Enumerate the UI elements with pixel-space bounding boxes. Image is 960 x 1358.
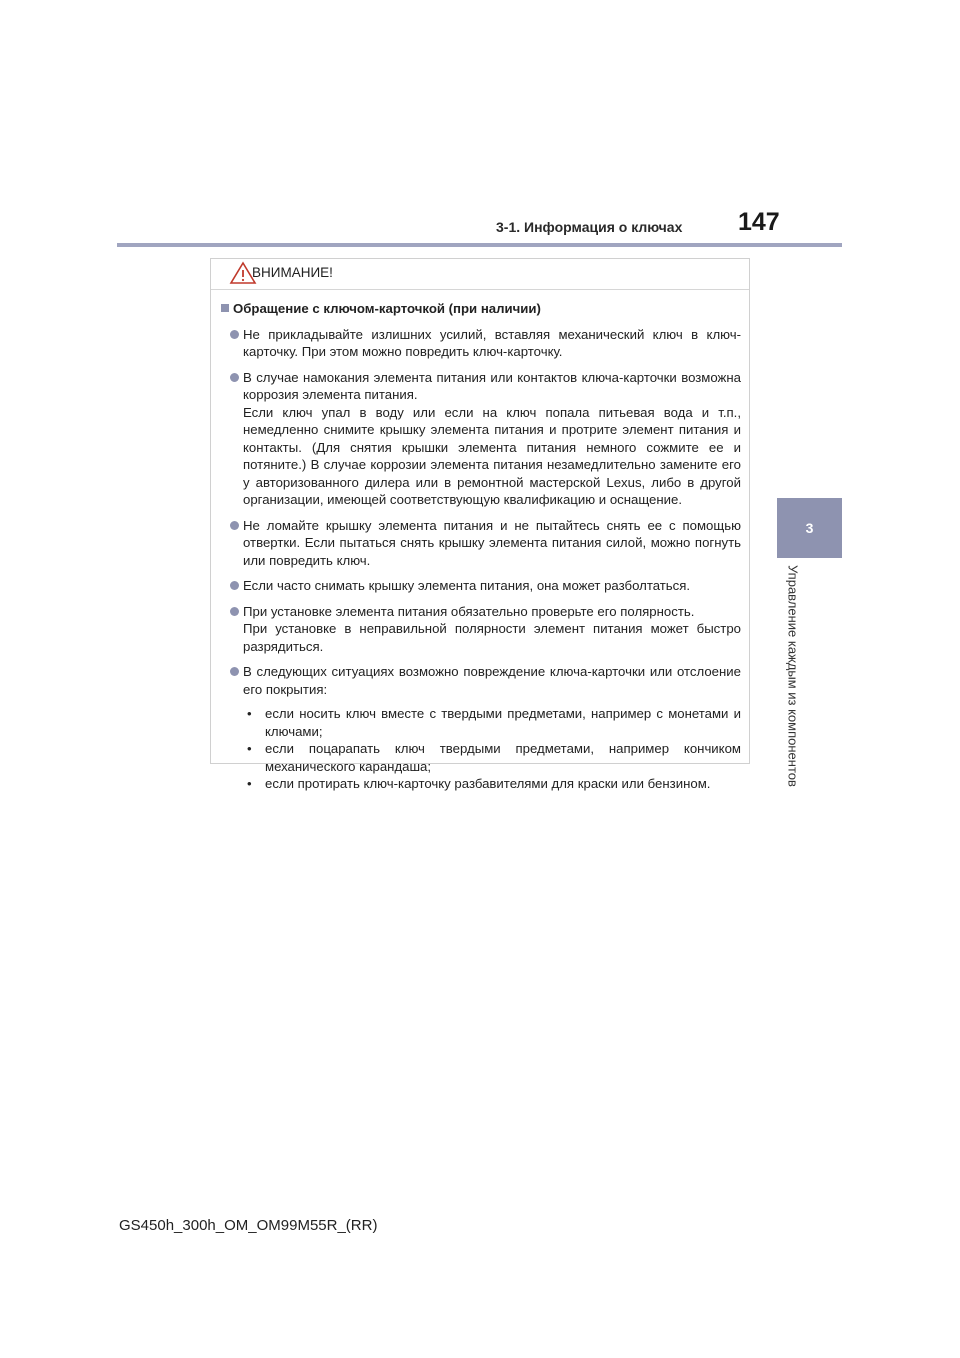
bullet-item — [221, 326, 741, 361]
bullet-text: При установке элемента питания обязательно проверьте его полярность. — [243, 603, 695, 619]
bullet-item — [221, 369, 741, 509]
bullet-dot-icon — [230, 521, 239, 530]
bullet-text: При установке в неправильной полярности элемент питания может быстро разрядиться. — [243, 621, 741, 654]
chapter-tab[interactable] — [777, 498, 842, 558]
sub-bullet-icon: • — [247, 741, 252, 756]
sub-list — [243, 705, 741, 793]
bullet-text: Если ключ упал в воду или если на ключ попала питьевая вода и т.п., немедленно снимите крышку элемента питания и протрите элемент питания и контакты. (Для снятия крышки элемента питания немного сожмите ее и потяните.) В случае коррозии элемента питания незамедлительно замените его у авторизованного дилера или в ремонтной мастерской Lexus, либо в другой организации, имеющей соответствующую квалификацию и оснащение. — [243, 404, 741, 507]
sub-list-item — [245, 775, 741, 793]
chapter-number: 3 — [805, 520, 814, 536]
bullet-text: В следующих ситуациях возможно повреждение ключа-карточки или отслоение его покрытия: — [243, 664, 741, 697]
bullet-dot-icon — [230, 330, 239, 339]
caution-header — [211, 259, 749, 290]
sub-list-item — [245, 740, 741, 775]
sub-list-item — [245, 705, 741, 740]
bullet-text: Не прикладывайте излишних усилий, вставляя механический ключ в ключ-карточку. При этом можно повредить ключ-карточку. — [243, 326, 741, 359]
bullet-item — [221, 603, 741, 656]
bullet-item — [221, 577, 741, 595]
header-divider — [117, 243, 842, 247]
bullet-item — [221, 663, 741, 793]
document-code: GS450h_300h_OM_OM99M55R_(RR) — [119, 1217, 378, 1234]
section-title: 3-1. Информация о ключах — [496, 219, 683, 235]
bullet-text: Не ломайте крышку элемента питания и не пытайтесь снять ее с помощью отвертки. Если пытаться снять крышку элемента питания силой, можно погнуть или повредить ключ. — [243, 517, 741, 568]
sub-bullet-icon: • — [247, 706, 252, 721]
caution-title: ВНИМАНИЕ! — [252, 265, 333, 280]
caution-section-title — [221, 300, 741, 318]
caution-body — [211, 290, 749, 793]
chapter-title-wrap — [780, 565, 806, 790]
bullet-text: Если часто снимать крышку элемента питания, она может разболтаться. — [243, 578, 691, 593]
sub-bullet-icon: • — [247, 776, 252, 791]
caution-section-title-text: Обращение с ключом-карточкой (при наличии) — [233, 301, 541, 316]
caution-box — [210, 258, 750, 791]
bullet-dot-icon — [230, 373, 239, 382]
bullet-text: В случае намокания элемента питания или контактов ключа-карточки возможна коррозия элемента питания. — [243, 369, 741, 402]
sub-list-text: если протирать ключ-карточку разбавителями для краски или бензином. — [265, 776, 711, 791]
bullet-dot-icon — [230, 667, 239, 676]
sub-list-text: если носить ключ вместе с твердыми предметами, например с монетами и ключами; — [265, 706, 741, 739]
sub-list-text: если поцарапать ключ твердыми предметами, например кончиком механического карандаша; — [265, 741, 741, 774]
bullet-dot-icon — [230, 581, 239, 590]
page-number: 147 — [738, 208, 780, 236]
bullet-item — [221, 517, 741, 570]
bullet-dot-icon — [230, 607, 239, 616]
square-bullet-icon — [221, 304, 229, 312]
chapter-title: Управление каждым из компонентов — [785, 565, 801, 787]
